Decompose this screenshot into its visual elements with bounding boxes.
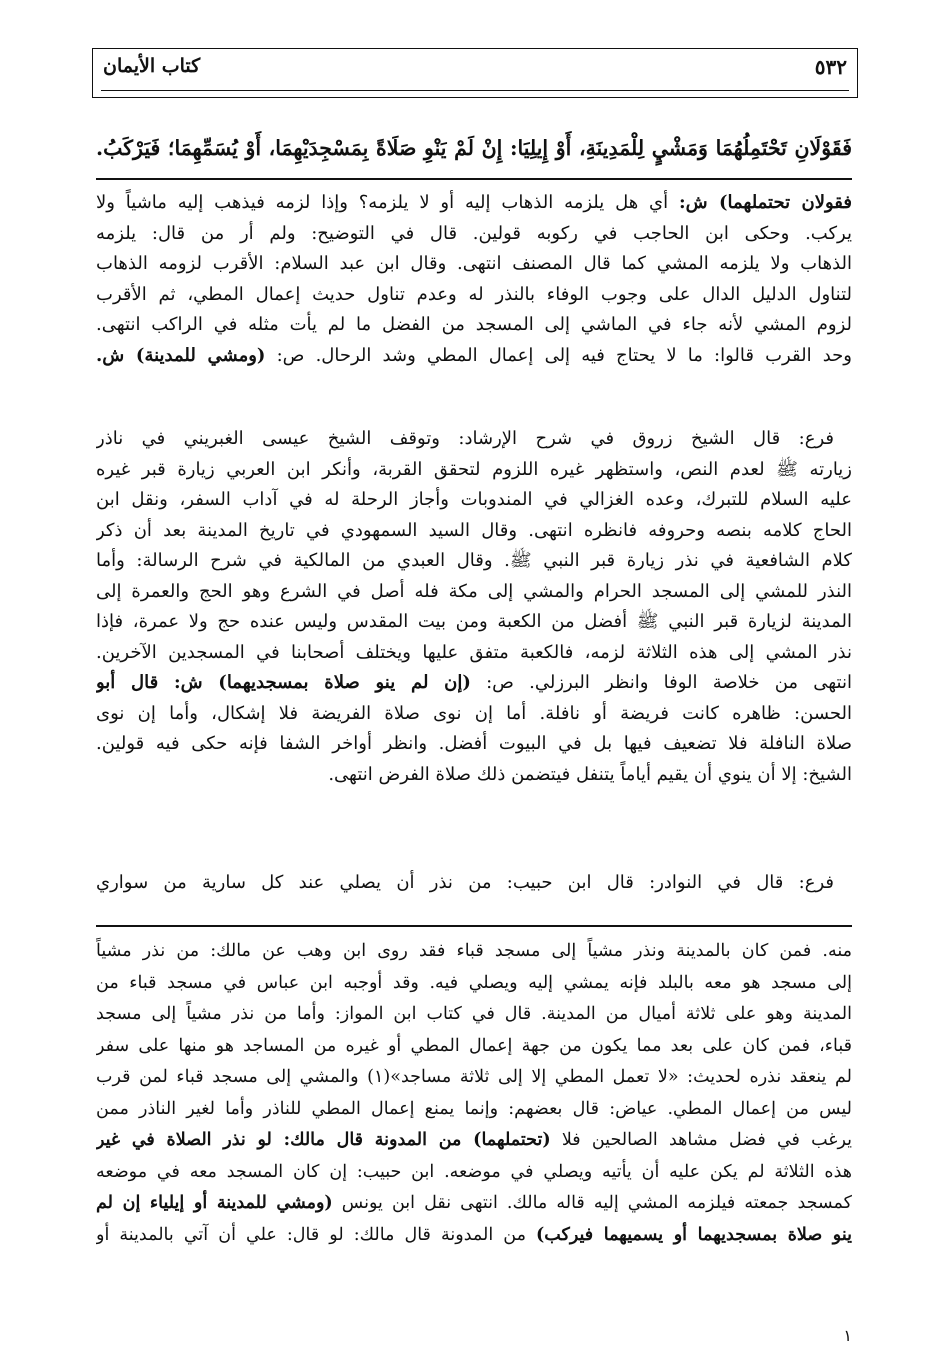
commentary-paragraph-1 xyxy=(96,188,852,371)
bold-lemma: (ومشي للمدينة أو إيلياء إن لم xyxy=(96,1193,333,1213)
bold-lemma: قال أبو xyxy=(96,672,174,693)
text-line xyxy=(96,999,852,1031)
footnote-marker: ١ xyxy=(843,1326,852,1345)
line-text: لم ينعقد نذره لحديث: «لا تعمل المطي إلا إلى ثلاثة مساجد»(١) والمشي إلى مسجد قباء لمن قرب xyxy=(96,1067,852,1087)
text-line xyxy=(96,607,852,638)
text-line xyxy=(96,1125,852,1157)
text-line xyxy=(96,341,852,372)
bold-lemma: (تحتملهما) xyxy=(473,1130,551,1150)
header-rule xyxy=(101,55,849,91)
line-text: لتناول الدليل الدال على وجوب الوفاء بالنذر له وعدم تناول حديث إعمال المطي، ثم الأقرب xyxy=(96,283,852,305)
commentary-paragraph-2 xyxy=(96,424,852,790)
bold-lemma: من المدونة قال مالك: لو نذر الصلاة في غير xyxy=(96,1130,474,1150)
text-line xyxy=(96,1157,852,1189)
text-line xyxy=(96,219,852,250)
text-line xyxy=(96,699,852,730)
line-text: هذه الثلاثة لم يكن عليه أن يأتيه ويصلي في موضعه. ابن حبيب: إن كان المسجد معه في موضعه xyxy=(96,1161,852,1182)
line-text: قباء، فمن كان على بعد مما يكون من جهة إعمال المطي أو غيره من المساجد هو منها على سفر xyxy=(96,1035,852,1056)
text-line xyxy=(96,424,852,455)
text-line xyxy=(96,249,852,280)
footnote-divider xyxy=(96,925,852,927)
line-text: المدينة وهو على ثلاثة أميال من المدينة. قال في كتاب ابن المواز: وأما من نذر مشياً إلى مسجد xyxy=(96,1004,852,1024)
line-text: الشيخ: إلا أن ينوي أن يقيم أياماً يتنفل فيتضمن ذلك صلاة الفرض انتهى. xyxy=(328,763,852,785)
line-text: إلى مسجد هو معه بالبلد فإنه يمشي إليه ويصلي فيه. وقد أوجبه ابن عباس في مسجد قباء من xyxy=(96,972,852,993)
line-text: كلام الشافعية في نذر زيارة قبر النبي ﷺ. وقال العبدي من المالكية في شرح الرسالة: وأما xyxy=(96,550,852,571)
main-text-matn: فَقَوْلَانِ تَحْتَمِلُهُمَا وَمَشْيٍ لِلْمَدِينَةِ، أَوْ إِيلِيَا: إِنْ لَمْ يَنْوِ صَلَاةً بِمَسْجِدَيْهِمَا، أَوْ يُسَمِّهِمَا؛ فَيَرْكَبُ. xyxy=(96,136,852,160)
running-header xyxy=(92,48,858,98)
line-text: كمسجد جمعته فيلزمه المشي إليه قاله مالك. انتهى نقل ابن يونس xyxy=(332,1193,852,1213)
book-title: كتاب الأيمان xyxy=(103,55,201,77)
line-text: نذر المشي إلى هذه الثلاثة لزمه، فالكعبة متفق عليها ويختلف أصحابنا في المسجدين الآخرين. xyxy=(96,641,852,663)
text-line xyxy=(96,280,852,311)
line-text: أي هل يلزمه الذهاب إليه أو لا يلزمه؟ وإذا لزمه فيذهب إليه ماشياً ولا xyxy=(96,192,679,213)
line-text: فرع: قال الشيخ زروق في شرح الإرشاد: وتوقف الشيخ عيسى الغبريني في ناذر xyxy=(96,428,834,449)
line-text: النذر للمشي إلى المسجد الحرام والمشي إلى مكة فله أصل في الشرع وهو الحج والعمرة إلى xyxy=(96,580,852,602)
line-text: لزوم المشي لأنه جاء في الماشي إلى المسجد من الفضل ما لم يأت مثله في الراكب انتهى. xyxy=(96,314,852,335)
text-line xyxy=(96,188,852,219)
line-text: وحد القرب قالوا: ما لا يحتاج فيه إلى إعمال المطي وشد الرحال. ص: xyxy=(265,344,852,366)
text-line xyxy=(96,936,852,968)
text-line xyxy=(96,1094,852,1126)
text-line xyxy=(96,668,852,699)
text-line xyxy=(96,516,852,547)
line-text: يركب. وحكى ابن الحاجب في ركوبه قولين. قال في التوضيح: ولم أر من قال: يلزمه xyxy=(96,222,852,244)
text-line xyxy=(96,638,852,669)
line-text: الحسن: ظاهره كانت فريضة أو نافلة. أما إن نوى صلاة الفريضة فلا إشكال، وأما إن نوى xyxy=(96,702,852,724)
text-line xyxy=(96,760,852,791)
text-line xyxy=(96,546,852,577)
line-text: الذهاب ولا يلزمه المشي كما قال المصنف انتهى. وقال ابن عبد السلام: الأقرب لزومه الذهاب xyxy=(96,253,852,274)
text-line xyxy=(96,1062,852,1094)
line-text: منه. فمن كان بالمدينة ونذر مشياً إلى مسجد قباء فقد روى ابن وهب عن مالك: من نذر مشياً xyxy=(96,941,852,961)
line-text: فرع: قال في النوادر: قال ابن حبيب: من نذر أن يصلي عند كل سارية من سواري xyxy=(96,872,834,893)
bold-lemma: ينو صلاة بمسجديهما أو يسميهما فيركب) xyxy=(536,1224,852,1245)
line-text: انتهى من خلاصة الوفا وانظر البرزلي. ص: xyxy=(470,672,852,693)
text-line xyxy=(96,310,852,341)
text-line xyxy=(96,729,852,760)
line-text: يرغب في فضل مشاهد الصالحين فلا xyxy=(550,1130,852,1150)
text-line xyxy=(96,1031,852,1063)
text-line xyxy=(96,455,852,486)
text-line xyxy=(96,1220,852,1252)
text-line xyxy=(96,577,852,608)
line-text: عليه السلام للتبرك، وعده الغزالي في المندوبات وأجاز الرحلة له في آداب السفر، ونقل ابن xyxy=(96,489,852,510)
text-line xyxy=(96,485,852,516)
line-text: الحاج كلامه بنصه وحروفه فانظره انتهى. وقال السيد السمهودي في تاريخ المدينة بعد أن ذكر xyxy=(96,519,852,541)
line-text: المدينة لزيارة قبر النبي ﷺ أفضل من الكعبة ومن بيت المقدس وليس عنده حج ولا عمرة، فإذا xyxy=(96,611,852,632)
line-text: زيارته ﷺ لعدم النص، واستظهر غيره اللزوم لتحقق القربة، وأنكر ابن العربي زيارة قبر غيره xyxy=(96,458,852,480)
line-text: صلاة النافلة فلا تضعيف فيها بل في البيوت أفضل. وانظر أواخر الشفا فإنه حكى فيه قولين. xyxy=(96,733,852,754)
bold-lemma: فقولان تحتملهما) ش: xyxy=(678,192,852,213)
matn-divider xyxy=(96,178,852,180)
page-number: ٥٣٢ xyxy=(814,55,847,79)
footnotes-block xyxy=(96,936,852,1251)
commentary-paragraph-3 xyxy=(96,868,852,899)
text-line xyxy=(96,868,852,899)
bold-lemma: (إن لم ينو صلاة بمسجديهما) ش: xyxy=(173,672,471,693)
text-line xyxy=(96,968,852,1000)
bold-lemma: (ومشي للمدينة) ش. xyxy=(96,344,266,366)
text-line xyxy=(96,1188,852,1220)
line-text: ليس من إعمال المطي. عياض: قال بعضهم: وإنما يمنع إعمال المطي للناذر وأما لغير الناذر ممن xyxy=(96,1098,852,1119)
line-text: من المدونة قال مالك: لو قال: علي أن آتي بالمدينة أو xyxy=(96,1224,537,1245)
